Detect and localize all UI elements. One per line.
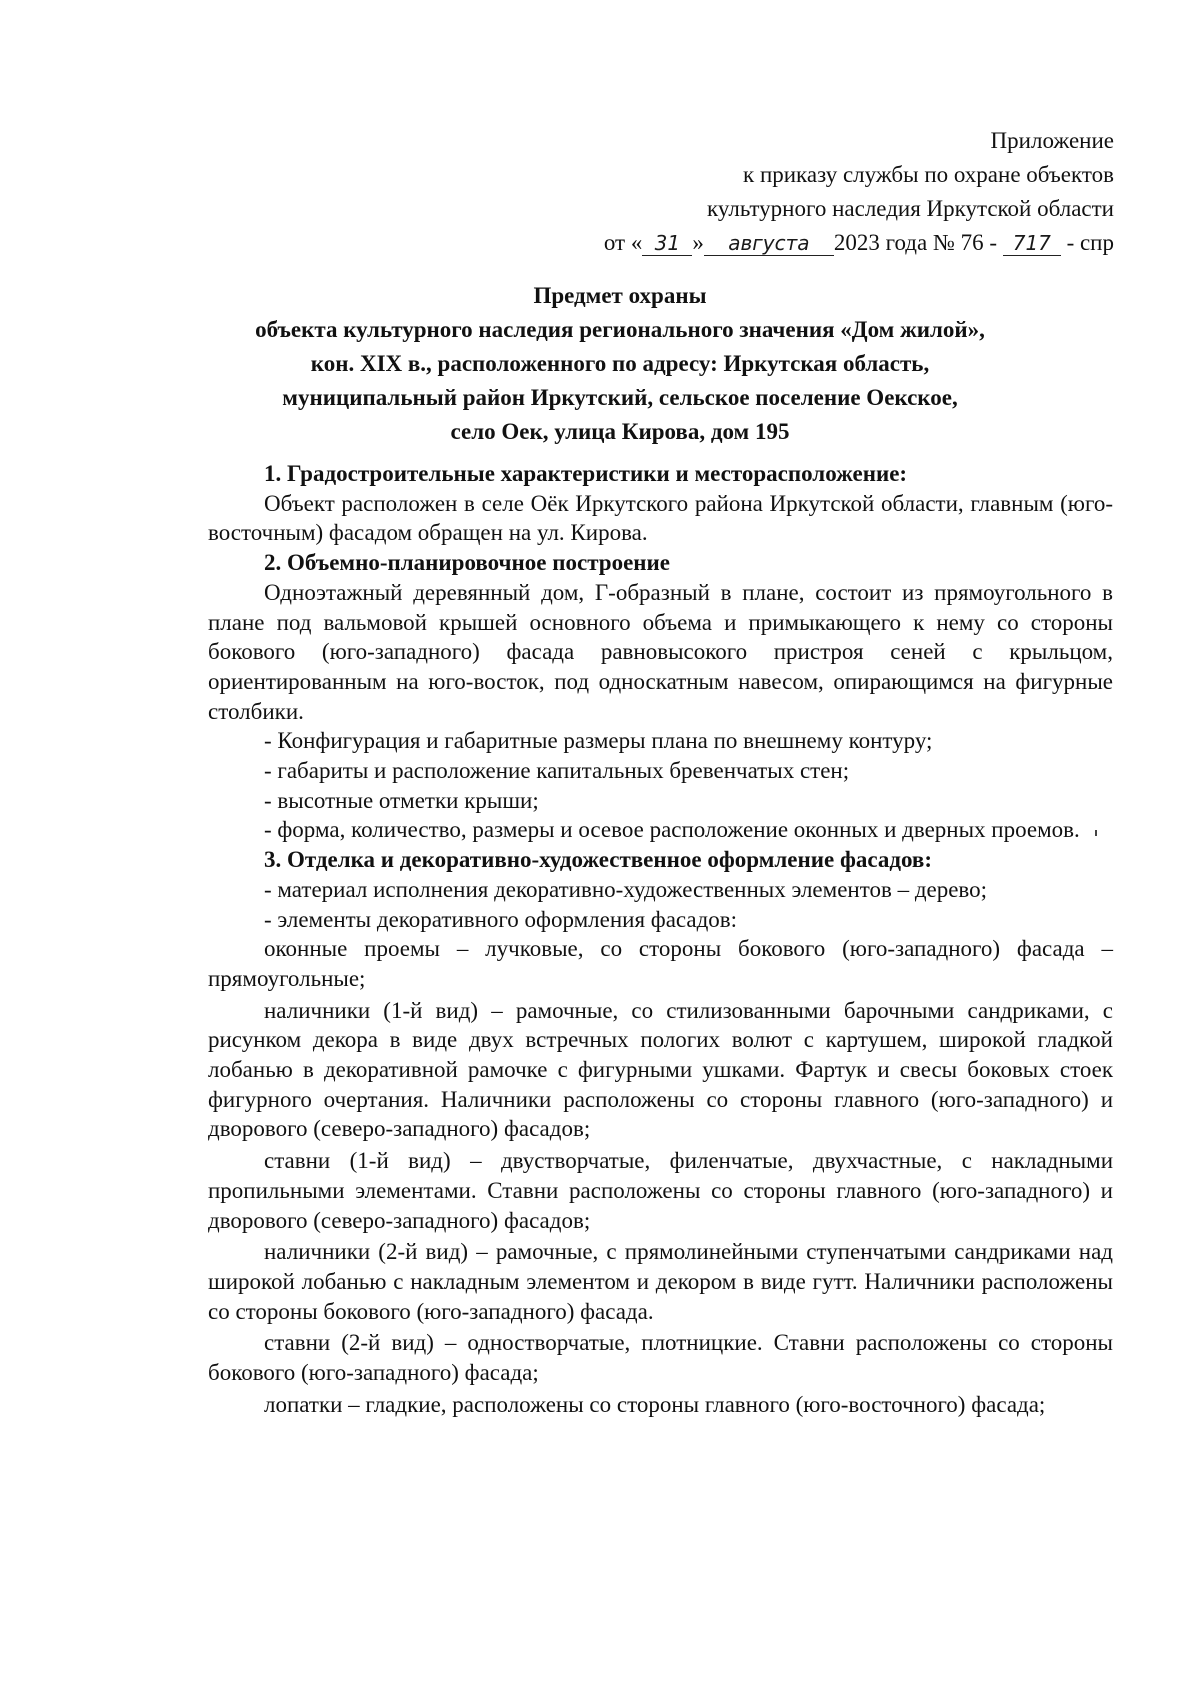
section-2-heading: 2. Объемно-планировочное построение [264, 550, 670, 576]
section-3-paragraph: ставни (2-й вид) – одностворчатые, плотницкие. Ставни расположены со стороны бокового (юго-западного) фасада; [208, 1330, 1113, 1386]
appendix-label: Приложение [990, 128, 1114, 153]
appendix-header [604, 124, 1114, 260]
section-3-paragraph: наличники (2-й вид) – рамочные, с прямолинейными ступенчатыми сандриками над широкой лобанью с накладным элементом и декором в виде гутт. Наличники расположены со стороны бокового (юго-западного) фасада. [208, 1239, 1113, 1324]
title-line-3: кон. XIX в., расположенного по адресу: Иркутская область, [310, 351, 930, 376]
title-line-4: муниципальный район Иркутский, сельское поселение Оекское, [282, 385, 958, 410]
order-year-text: 2023 года № 76 - [833, 230, 998, 255]
section-2-text: Одноэтажный деревянный дом, Г-образный в плане, состоит из прямоугольного в плане под вальмовой крышей основного объема и примыкающего к нему со стороны бокового (юго-западного) фасада равновысокого пристроя сеней с крыльцом, ориентированным на юго-восток, под односкатным навесом, опирающимся на фигурные столбики. [208, 579, 1113, 724]
handwritten-day: 31 [642, 231, 692, 256]
section-3-paragraph: наличники (1-й вид) – рамочные, со стилизованными барочными сандриками, с рисунком декора в виде двух встречных пологих волют с картушем, широкой гладкой лобанью в декоративной рамочке с фигурными ушками. Фартук и свесы боковых стоек фигурного очертания. Наличники расположены со стороны главного (юго-западного) и дворового (северо-западного) фасадов; [208, 997, 1113, 1142]
title-line-2: объекта культурного наследия регионального значения «Дом жилой», [255, 317, 985, 342]
title-line-1: Предмет охраны [533, 283, 707, 308]
handwritten-month: августа [704, 231, 834, 256]
list-item: - форма, количество, размеры и осевое расположение оконных и дверных проемов. [264, 817, 1080, 843]
order-reference-line: к приказу службы по охране объектов [743, 162, 1114, 187]
section-3-paragraph: оконные проемы – лучковые, со стороны бокового (юго-западного) фасада – прямоугольные; [208, 936, 1113, 991]
list-item: - высотные отметки крыши; [264, 787, 539, 813]
date-mid: » [692, 230, 704, 255]
list-item: - материал исполнения декоративно-художественных элементов – дерево; [264, 876, 988, 902]
section-3-paragraph: лопатки – гладкие, расположены со стороны главного (юго-восточного) фасада; [264, 1391, 1046, 1417]
authority-line: культурного наследия Иркутской области [707, 196, 1114, 221]
document-title [150, 279, 1090, 449]
scan-speck [1095, 830, 1097, 836]
title-line-5: село Оек, улица Кирова, дом 195 [450, 419, 790, 444]
date-prefix: от « [603, 230, 643, 255]
list-item: - Конфигурация и габаритные размеры плана по внешнему контуру; [264, 728, 933, 754]
list-item: - габариты и расположение капитальных бревенчатых стен; [264, 758, 850, 784]
handwritten-order-number: 717 [1003, 231, 1061, 256]
section-3-heading: 3. Отделка и декоративно-художественное оформление фасадов: [264, 847, 932, 873]
order-suffix: - спр [1066, 230, 1114, 255]
section-3-paragraph: ставни (1-й вид) – двустворчатые, филенчатые, двухчастные, с накладными пропильными элементами. Ставни расположены со стороны главного (юго-западного) и дворового (северо-западного) фасадов; [208, 1148, 1113, 1233]
section-1-heading: 1. Градостроительные характеристики и месторасположение: [264, 461, 908, 486]
document-body [208, 459, 1113, 1420]
order-date-line [604, 226, 1114, 260]
list-item: - элементы декоративного оформления фасадов: [264, 906, 738, 932]
section-1-text: Объект расположен в селе Оёк Иркутского района Иркутской области, главным (юго-восточным) фасадом обращен на ул. Кирова. [208, 490, 1113, 546]
